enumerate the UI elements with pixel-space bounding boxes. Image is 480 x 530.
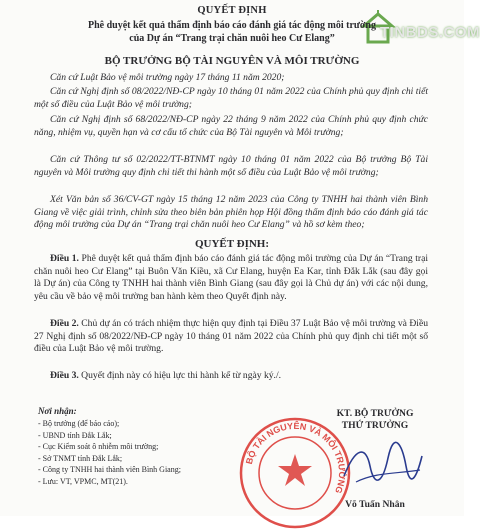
svg-text:BỘ TÀI NGUYÊN VÀ MÔI TRƯỜNG: BỘ TÀI NGUYÊN VÀ MÔI TRƯỜNG	[243, 420, 348, 495]
document-title: QUYẾT ĐỊNH	[197, 5, 267, 16]
subtitle-line-1: Phê duyệt kết quả thẩm định báo cáo đánh giá tác động môi trường	[88, 20, 376, 31]
signature-title: THỨ TRƯỞNG	[341, 420, 409, 431]
issuing-authority: BỘ TRƯỞNG BỘ TÀI NGUYÊN VÀ MÔI TRƯỜNG	[104, 55, 360, 67]
preamble-item-4: Căn cứ Thông tư số 02/2022/TT-BTNMT ngày 10 tháng 01 năm 2022 của Bộ trưởng Bộ Tài nguyên và Môi trường quy định chi tiết thi hành một số điều của Luật Bảo vệ môi trường;	[34, 154, 428, 178]
article-2: Điều 2. Chủ dự án có trách nhiệm thực hiện quy định tại Điều 37 Luật Bảo vệ môi trường và Điều 27 Nghị định số 08/2022/NĐ-CP ngày 10 tháng 01 năm 2022 của Chính phủ quy định chi tiết một số điều của Luật Bảo vệ môi trường.	[34, 318, 428, 355]
handwritten-signature	[336, 436, 426, 496]
recipients-list	[38, 418, 181, 487]
preamble-item-2: Căn cứ Nghị định số 08/2022/NĐ-CP ngày 10 tháng 01 năm 2022 của Chính phủ quy định chi tiết một số điều của Luật Bảo vệ môi trường;	[34, 86, 428, 110]
preamble-item-3: Căn cứ Nghị định số 68/2022/NĐ-CP ngày 22 tháng 9 năm 2022 của Chính phủ quy định chức năng, nhiệm vụ, quyền hạn và cơ cấu tổ chức của Bộ Tài nguyên và Môi trường;	[34, 114, 428, 138]
signature-authority: KT. BỘ TRƯỞNG	[336, 408, 414, 419]
preamble-item-1: Căn cứ Luật Bảo vệ môi trường ngày 17 tháng 11 năm 2020;	[50, 72, 285, 83]
recipients-title: Nơi nhận:	[38, 406, 77, 416]
subtitle-line-2: của Dự án “Trang trại chăn nuôi heo Cư Elang”	[129, 33, 335, 44]
preamble-item-5: Xét Văn bản số 36/CV-GT ngày 15 tháng 12 năm 2023 của Công ty TNHH hai thành viên Bình Giang về việc giải trình, chỉnh sửa theo biên bản phiên họp Hội đồng thẩm định báo cáo đánh giá tác động môi trường của Dự án “Trang trại chăn nuôi heo Cư Elang” và hồ sơ kèm theo;	[34, 194, 428, 231]
recipient-item: - Lưu: VT, VPMC, MT(21).	[38, 476, 128, 486]
recipient-item: - Sở TNMT tỉnh Đắk Lắk;	[38, 453, 123, 463]
watermark-text: TINBDS.COM	[380, 24, 480, 41]
signer-name: Võ Tuấn Nhân	[345, 499, 405, 510]
recipient-item: - Cục Kiểm soát ô nhiễm môi trường;	[38, 442, 159, 451]
recipient-item: - UBND tỉnh Đắk Lắk;	[38, 430, 112, 440]
decision-heading: QUYẾT ĐỊNH:	[194, 238, 270, 250]
recipient-item: - Bộ trưởng (để báo cáo);	[38, 419, 120, 428]
article-3: Điều 3. Quyết định này có hiệu lực thi hành kể từ ngày ký./.	[50, 370, 282, 381]
official-seal	[238, 416, 352, 530]
document-subtitle	[60, 19, 404, 45]
article-1: Điều 1. Phê duyệt kết quả thẩm định báo cáo đánh giá tác động môi trường của Dự án “Trang trại chăn nuôi heo Cư Elang” tại Buôn Văn Kiều, xã Cư Elang, huyện Ea Kar, tỉnh Đắk Lắk (sau đây gọi là Dự án) của Công ty TNHH hai thành viên Bình Giang (sau đây gọi là Chủ dự án) với các nội dung, yêu cầu về bảo vệ môi trường ban hành kèm theo Quyết định này.	[34, 253, 429, 302]
recipient-item: - Công ty TNHH hai thành viên Bình Giang;	[38, 465, 181, 474]
